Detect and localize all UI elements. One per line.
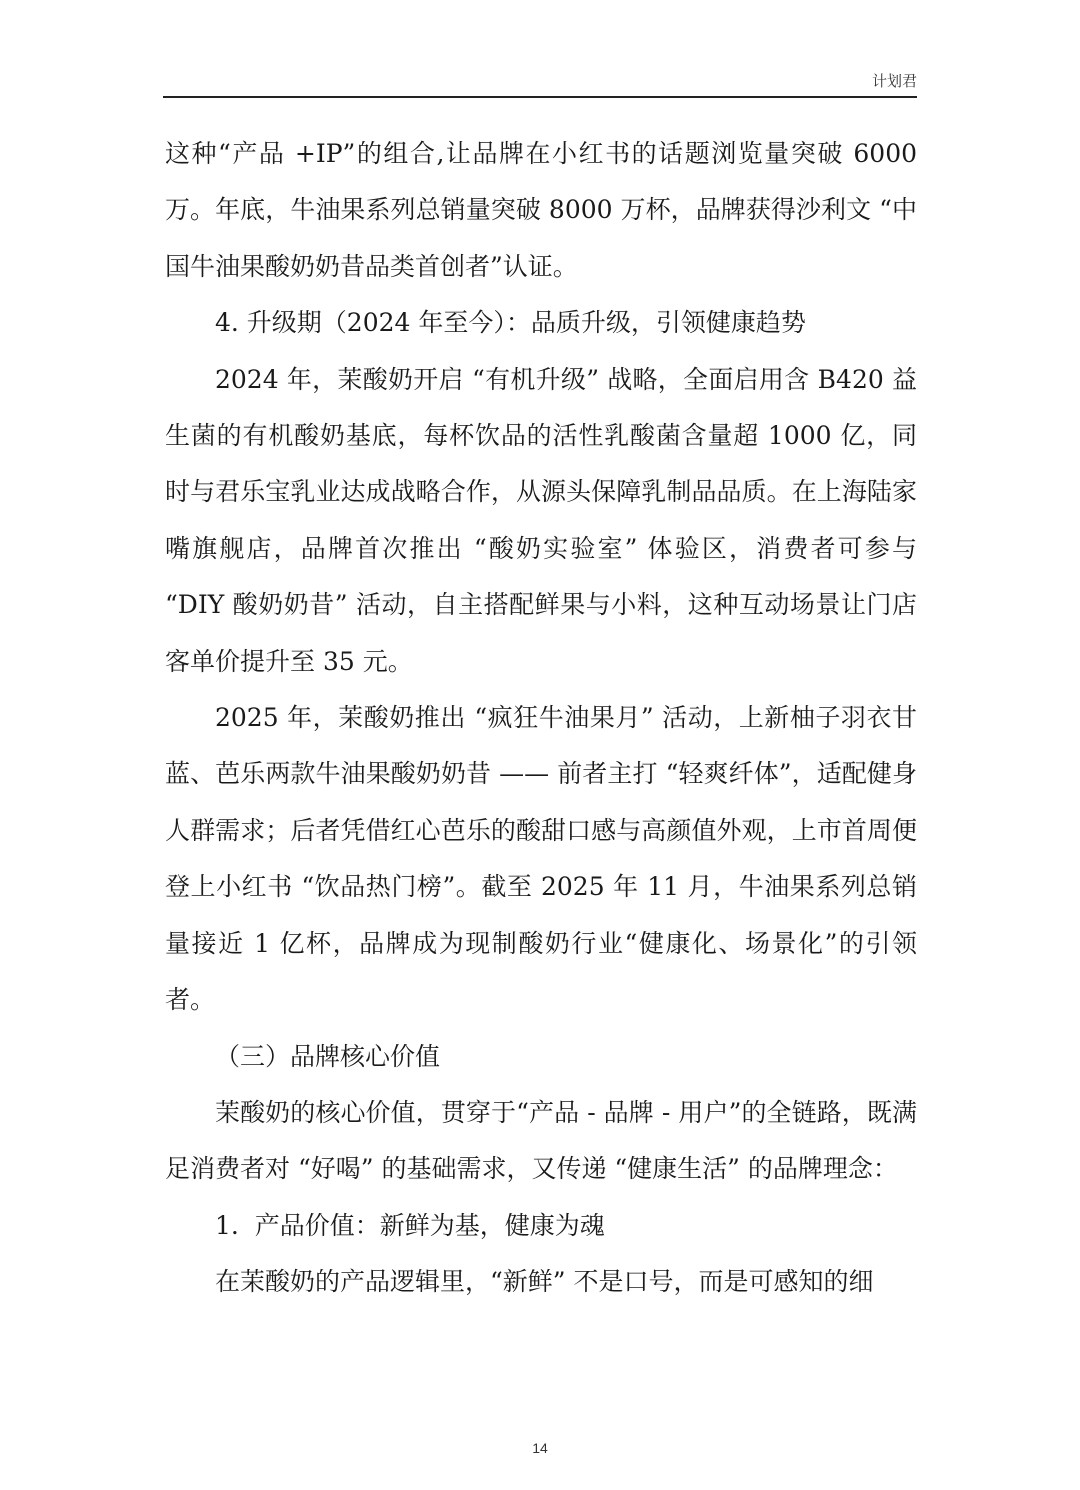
section-heading-upgrade-period: 4. 升级期（2024 年至今）：品质升级，引领健康趋势 xyxy=(215,308,806,338)
section-heading-core-value: （三）品牌核心价值 xyxy=(215,1041,441,1071)
paragraph-intro-continuation: 这种“产品 +IP”的组合,让品牌在小红书的话题浏览量突破 6000万。年底，牛油果系列总销量突破 8000 万杯，品牌获得沙利文 “中国牛油果酸奶奶昔品类首创者”认证。 xyxy=(165,139,917,281)
paragraph-2025: 2025 年，茉酸奶推出 “疯狂牛油果月” 活动，上新柚子羽衣甘蓝、芭乐两款牛油果酸奶奶昔 —— 前者主打 “轻爽纤体”，适配健身人群需求；后者凭借红心芭乐的酸甜口感与高颜值外观，上市首周便登上小红书 “饮品热门榜”。截至 2025 年 11 月，牛油果系列总销量接近 1 亿杯，品牌成为现制酸奶行业“健康化、场景化”的引领者。 xyxy=(165,703,917,1015)
document-body xyxy=(165,126,925,1311)
page-number: 14 xyxy=(532,1440,548,1456)
paragraph-product-logic: 在茉酸奶的产品逻辑里，“新鲜” 不是口号，而是可感知的细 xyxy=(215,1267,874,1297)
paragraph-core-value: 茉酸奶的核心价值，贯穿于“产品 - 品牌 - 用户”的全链路，既满足消费者对 “好喝” 的基础需求，又传递 “健康生活” 的品牌理念： xyxy=(165,1097,917,1184)
paragraph-2024: 2024 年，茉酸奶开启 “有机升级” 战略，全面启用含 B420 益生菌的有机酸奶基底，每杯饮品的活性乳酸菌含量超 1000 亿，同时与君乐宝乳业达成战略合作，从源头保障乳制品品质。在上海陆家嘴旗舰店，品牌首次推出 “酸奶实验室” 体验区，消费者可参与 “DIY 酸奶奶昔” 活动，自主搭配鲜果与小料，这种互动场景让门店客单价提升至 35 元。 xyxy=(165,364,925,676)
page-header xyxy=(163,68,917,98)
header-title: 计划君 xyxy=(871,72,917,90)
subheading-product-value: 1. 产品价值：新鲜为基，健康为魂 xyxy=(215,1210,605,1240)
